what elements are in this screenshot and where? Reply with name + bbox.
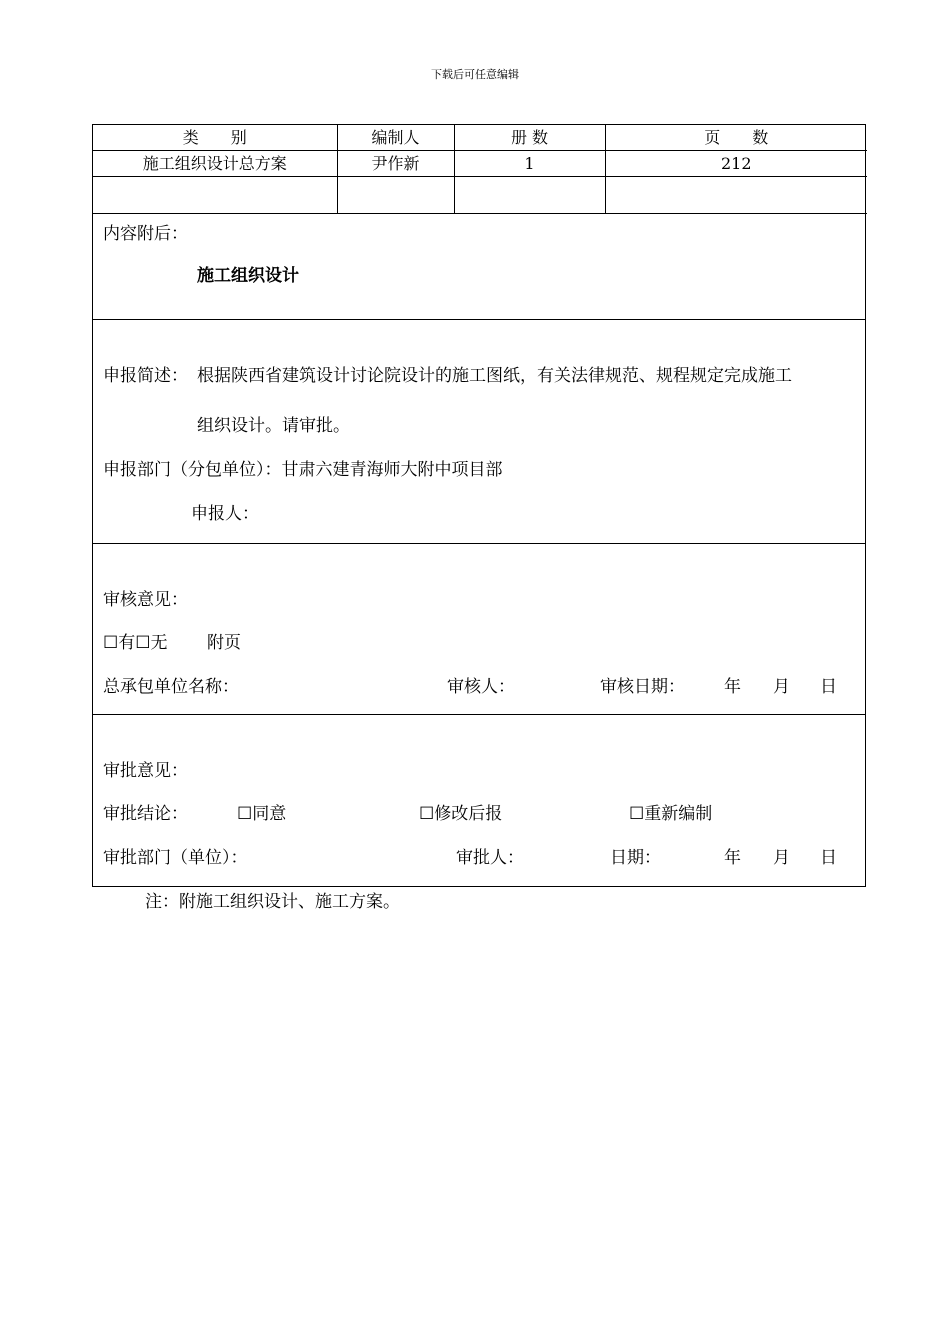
summary-line2: 组织设计。请审批。 xyxy=(197,416,350,436)
opt-redo xyxy=(629,799,712,824)
opt-agree xyxy=(237,799,286,824)
checkbox-revise[interactable]: ☐ xyxy=(419,804,435,824)
approval-day: 日 xyxy=(820,848,837,868)
review-date-label: 审核日期： xyxy=(600,677,685,697)
approval-form xyxy=(92,124,866,887)
opt-revise-label: 修改后报 xyxy=(434,804,503,824)
checkbox-has[interactable]: ☐ xyxy=(103,633,119,653)
table-row-empty xyxy=(93,177,867,214)
table-row xyxy=(93,151,867,177)
content-title: 施工组织设计 xyxy=(197,266,299,286)
footnote: 注：附施工组织设计、施工方案。 xyxy=(145,892,400,912)
approval-section xyxy=(93,715,865,886)
cell-empty xyxy=(605,177,867,214)
review-day: 日 xyxy=(820,677,837,697)
content-label: 内容附后： xyxy=(103,224,188,244)
header-author: 编制人 xyxy=(337,125,454,151)
opt-revise xyxy=(419,799,502,824)
conclusion-label: 审批结论： xyxy=(103,804,188,824)
review-options xyxy=(103,628,168,653)
review-section xyxy=(93,544,865,715)
opt-agree-label: 同意 xyxy=(252,804,287,824)
review-month: 月 xyxy=(773,677,790,697)
cell-empty xyxy=(454,177,605,214)
cell-empty xyxy=(337,177,454,214)
approval-date-label: 日期： xyxy=(610,848,661,868)
cell-volumes: 1 xyxy=(454,151,605,177)
cell-category: 施工组织设计总方案 xyxy=(93,151,337,177)
reviewer-label: 审核人： xyxy=(447,677,515,697)
header-pages: 页 数 xyxy=(605,125,867,151)
review-year: 年 xyxy=(724,677,741,697)
review-opinion-label: 审核意见： xyxy=(103,590,188,610)
opt-has-label: 有 xyxy=(118,633,136,653)
checkbox-none[interactable]: ☐ xyxy=(135,633,151,653)
applicant-label: 申报人： xyxy=(191,504,259,524)
checkbox-redo[interactable]: ☐ xyxy=(629,804,645,824)
header-note: 下载后可任意编辑 xyxy=(431,68,519,81)
approval-dept-label: 审批部门（单位）： xyxy=(103,848,248,868)
header-category: 类 别 xyxy=(93,125,337,151)
cell-author: 尹作新 xyxy=(337,151,454,177)
table-header-row xyxy=(93,125,867,151)
company-label: 总承包单位名称： xyxy=(103,677,239,697)
attach-label: 附页 xyxy=(207,633,241,653)
approver-label: 审批人： xyxy=(456,848,524,868)
opt-none-label: 无 xyxy=(150,633,168,653)
header-volumes: 册 数 xyxy=(454,125,605,151)
content-section xyxy=(93,214,865,320)
approval-month: 月 xyxy=(773,848,790,868)
opt-redo-label: 重新编制 xyxy=(644,804,713,824)
checkbox-agree[interactable]: ☐ xyxy=(237,804,253,824)
approval-year: 年 xyxy=(724,848,741,868)
report-section xyxy=(93,320,865,544)
summary-label: 申报简述： xyxy=(103,366,188,386)
approval-opinion-label: 审批意见： xyxy=(103,761,188,781)
report-dept: 申报部门（分包单位）：甘肃六建青海师大附中项目部 xyxy=(103,460,503,480)
cell-pages: 212 xyxy=(605,151,867,177)
cell-empty xyxy=(93,177,337,214)
summary-line1: 根据陕西省建筑设计讨论院设计的施工图纸，有关法律规范、规程规定完成施工 xyxy=(197,366,792,386)
meta-table xyxy=(93,125,867,214)
